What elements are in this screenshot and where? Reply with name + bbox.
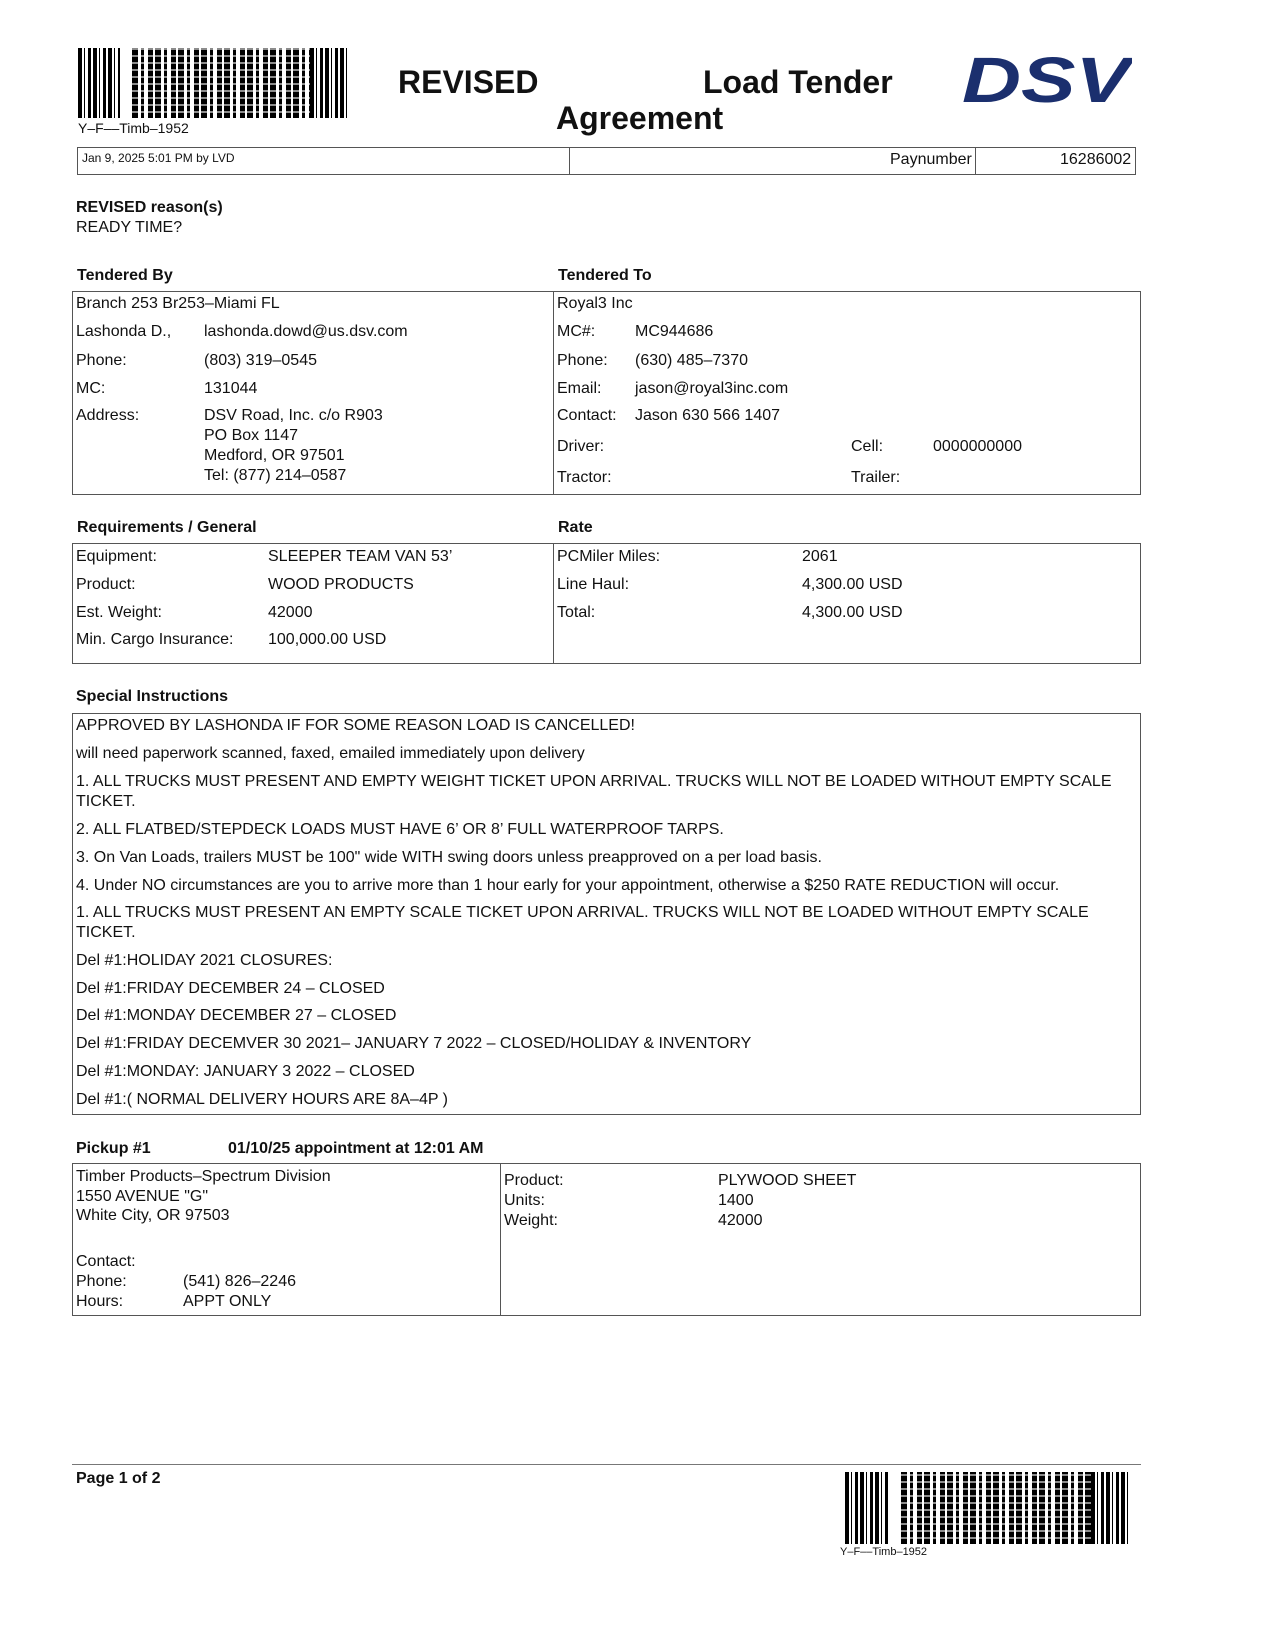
- miles-value: 2061: [802, 548, 838, 565]
- instruction-line: TICKET.: [76, 793, 136, 810]
- title-agreement: Agreement: [556, 100, 724, 136]
- tendered-by-phone-label: Phone:: [76, 352, 127, 369]
- tendered-to-email-label: Email:: [557, 380, 602, 397]
- tendered-to-mc-label: MC#:: [557, 323, 596, 340]
- title-revised: REVISED: [398, 64, 539, 100]
- miles-label: PCMiler Miles:: [557, 548, 661, 565]
- pickup-contact-label: Contact:: [76, 1253, 136, 1270]
- pickup-appointment: 01/10/25 appointment at 12:01 AM: [228, 1140, 484, 1157]
- pickup-street: 1550 AVENUE "G": [76, 1188, 209, 1205]
- pickup-units: 1400: [718, 1192, 754, 1209]
- driver-label: Driver:: [557, 438, 605, 455]
- insurance-value: 100,000.00 USD: [268, 631, 387, 648]
- weight-value: 42000: [268, 604, 313, 621]
- tendered-to-email[interactable]: jason@royal3inc.com: [635, 380, 789, 397]
- paynumber-label: Paynumber: [890, 151, 972, 168]
- svg-text:DSV: DSV: [962, 52, 1132, 108]
- pickup-units-label: Units:: [504, 1192, 545, 1209]
- pickup-company: Timber Products–Spectrum Division: [76, 1168, 331, 1185]
- instruction-line: Del #1:MONDAY: JANUARY 3 2022 – CLOSED: [76, 1063, 415, 1080]
- rate-title: Rate: [558, 519, 593, 536]
- instruction-line: 2. ALL FLATBED/STEPDECK LOADS MUST HAVE 6’ OR 8’ FULL WATERPROOF TARPS.: [76, 821, 724, 838]
- instruction-line: 3. On Van Loads, trailers MUST be 100" wide WITH swing doors unless preapproved on a per load basis.: [76, 849, 822, 866]
- instruction-line: 1. ALL TRUCKS MUST PRESENT AND EMPTY WEIGHT TICKET UPON ARRIVAL. TRUCKS WILL NOT BE LOADED WITHOUT EMPTY SCALE: [76, 773, 1112, 790]
- tendered-by-phone: (803) 319–0545: [204, 352, 317, 369]
- instruction-line: TICKET.: [76, 924, 136, 941]
- equipment-label: Equipment:: [76, 548, 157, 565]
- instruction-line: APPROVED BY LASHONDA IF FOR SOME REASON LOAD IS CANCELLED!: [76, 717, 635, 734]
- tendered-to-mc: MC944686: [635, 323, 714, 340]
- address-line: Medford, OR 97501: [204, 447, 345, 464]
- instruction-line: Del #1:FRIDAY DECEMVER 30 2021– JANUARY 7 2022 – CLOSED/HOLIDAY & INVENTORY: [76, 1035, 752, 1052]
- tendered-by-branch: Branch 253 Br253–Miami FL: [76, 295, 280, 312]
- page-number: Page 1 of 2: [76, 1470, 161, 1487]
- pickup-hours-label: Hours:: [76, 1293, 124, 1310]
- barcode-bottom: [845, 1472, 1131, 1544]
- trailer-label: Trailer:: [851, 469, 901, 486]
- revised-reasons-label: REVISED reason(s): [76, 199, 223, 216]
- pickup-phone-label: Phone:: [76, 1273, 127, 1290]
- total-value: 4,300.00 USD: [802, 604, 903, 621]
- paynumber-value: 16286002: [1060, 151, 1132, 168]
- tendered-to-contact-label: Contact:: [557, 407, 617, 424]
- pickup-phone: (541) 826–2246: [183, 1273, 296, 1290]
- instruction-line: Del #1:MONDAY DECEMBER 27 – CLOSED: [76, 1007, 397, 1024]
- instruction-line: Del #1:FRIDAY DECEMBER 24 – CLOSED: [76, 980, 385, 997]
- barcode-top: [78, 48, 350, 118]
- total-label: Total:: [557, 604, 596, 621]
- linehaul-value: 4,300.00 USD: [802, 576, 903, 593]
- pickup-weight: 42000: [718, 1212, 763, 1229]
- tendered-to-phone: (630) 485–7370: [635, 352, 748, 369]
- tendered-by-title: Tendered By: [77, 267, 173, 284]
- cell-value: 0000000000: [933, 438, 1022, 455]
- instruction-line: 1. ALL TRUCKS MUST PRESENT AN EMPTY SCALE TICKET UPON ARRIVAL. TRUCKS WILL NOT BE LOADED WITHOUT EMPTY SCALE: [76, 904, 1089, 921]
- title-load-tender: Load Tender: [703, 64, 893, 100]
- equipment-value: SLEEPER TEAM VAN 53’: [268, 548, 453, 565]
- barcode-caption-bottom: Y–F––Timb–1952: [840, 1546, 928, 1558]
- tractor-label: Tractor:: [557, 469, 612, 486]
- instruction-line: Del #1:HOLIDAY 2021 CLOSURES:: [76, 952, 333, 969]
- pickup-city: White City, OR 97503: [76, 1207, 230, 1224]
- address-line: PO Box 1147: [204, 427, 298, 444]
- product-label: Product:: [76, 576, 136, 593]
- tendered-to-company: Royal3 Inc: [557, 295, 633, 312]
- instruction-line: Del #1:( NORMAL DELIVERY HOURS ARE 8A–4P ): [76, 1091, 448, 1108]
- address-line: Tel: (877) 214–0587: [204, 467, 347, 484]
- instruction-line: will need paperwork scanned, faxed, emailed immediately upon delivery: [76, 745, 585, 762]
- dsv-logo: [962, 52, 1132, 108]
- cell-label: Cell:: [851, 438, 884, 455]
- tendered-by-mc: 131044: [204, 380, 258, 397]
- tendered-by-mc-label: MC:: [76, 380, 106, 397]
- header-info-bar: [77, 147, 1136, 175]
- timestamp: Jan 9, 2025 5:01 PM by LVD: [82, 151, 235, 165]
- special-instructions-title: Special Instructions: [76, 688, 229, 705]
- barcode-caption-top: Y–F––Timb–1952: [78, 120, 189, 136]
- tendered-to-contact: Jason 630 566 1407: [635, 407, 781, 424]
- instruction-line: 4. Under NO circumstances are you to arrive more than 1 hour early for your appointment, otherwise a $250 RATE REDUCTION will occur.: [76, 877, 1060, 894]
- pickup-weight-label: Weight:: [504, 1212, 558, 1229]
- product-value: WOOD PRODUCTS: [268, 576, 414, 593]
- tendered-to-title: Tendered To: [558, 267, 652, 284]
- insurance-label: Min. Cargo Insurance:: [76, 631, 234, 648]
- pickup-hours: APPT ONLY: [183, 1293, 272, 1310]
- tendered-by-name: Lashonda D.,: [76, 323, 172, 340]
- linehaul-label: Line Haul:: [557, 576, 630, 593]
- requirements-title: Requirements / General: [77, 519, 257, 536]
- tendered-by-email[interactable]: lashonda.dowd@us.dsv.com: [204, 323, 408, 340]
- pickup-title: Pickup #1: [76, 1140, 151, 1157]
- pickup-product: PLYWOOD SHEET: [718, 1172, 857, 1189]
- tendered-by-address-label: Address:: [76, 407, 140, 424]
- weight-label: Est. Weight:: [76, 604, 162, 621]
- revised-reason: READY TIME?: [76, 219, 183, 236]
- pickup-product-label: Product:: [504, 1172, 564, 1189]
- tendered-to-phone-label: Phone:: [557, 352, 608, 369]
- footer-divider: [72, 1464, 1141, 1465]
- address-line: DSV Road, Inc. c/o R903: [204, 407, 383, 424]
